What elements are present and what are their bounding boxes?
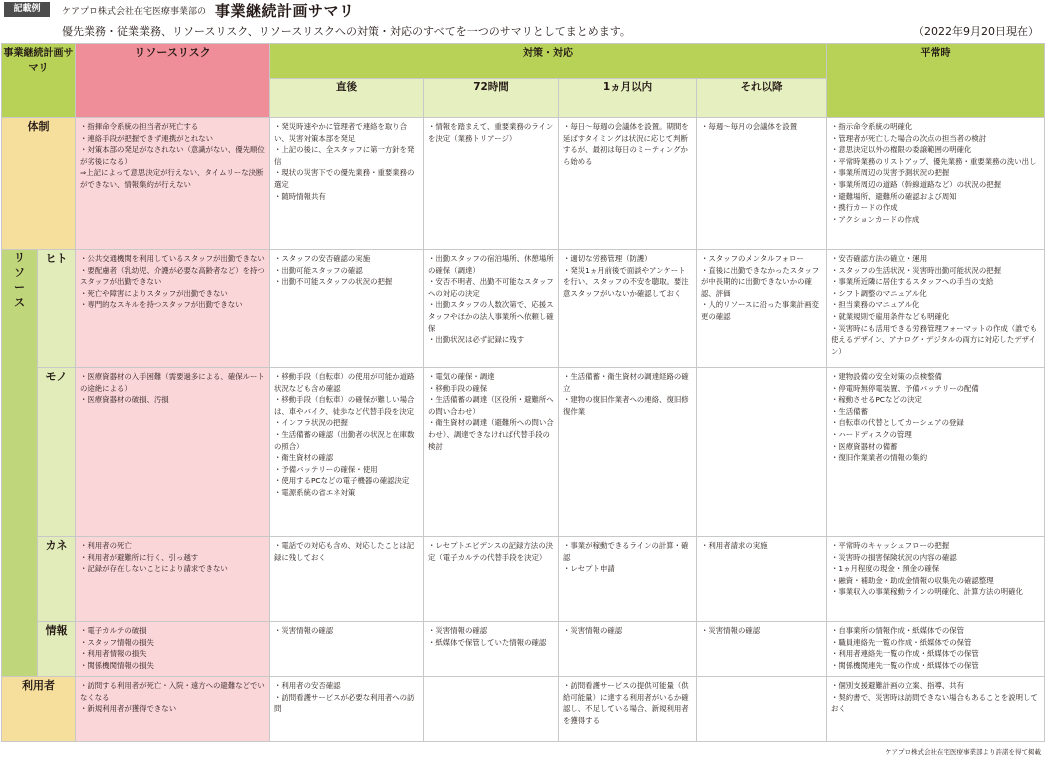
list-item: ・ハードディスクの管理: [831, 429, 912, 439]
list-item: ・生活備蓄の確認（出勤者の状況と在庫数の照合）: [274, 429, 415, 451]
bcp-summary-table: [1, 43, 1045, 742]
item-list: [697, 622, 826, 639]
company-name: ケアプロ株式会社在宅医療事業部の: [62, 7, 207, 17]
footer-credit: ケアプロ株式会社在宅医療事業部より許諾を得て掲載: [885, 748, 1041, 756]
list-item: ・平常時業務のリストアップ、優先業務・重要業務の洗い出し: [831, 156, 1037, 166]
h72-cell: [424, 622, 559, 677]
list-item: ・利用者請求の実施: [701, 541, 768, 550]
risk-cell: [76, 622, 270, 677]
list-item: ・利用者情報の損失: [80, 649, 147, 659]
item-list: [827, 368, 1044, 466]
list-item: ・利用者の死亡: [80, 541, 132, 550]
page-subtitle: 優先業務・従業業務、リソースリスク、リソースリスクへの対策・対応のすべてを一つのサマリとしてまとめます。: [62, 25, 631, 38]
resource-group-label: [2, 250, 38, 677]
list-item: ・災害情報の確認: [701, 626, 761, 635]
list-item: ・移動手段（自転車）の使用が可能か道路状況なども含め確認: [274, 372, 415, 393]
item-list: [76, 368, 269, 408]
period-header-72h: 72時間: [424, 79, 559, 118]
list-item: ・訪問する利用者が死亡・入院・遠方への避難などでいなくなる: [80, 681, 265, 702]
row-label-organization: 体制: [2, 118, 76, 250]
list-item: ・担当業務のマニュアル化: [831, 300, 920, 310]
item-list: [697, 537, 826, 554]
normal-cell: [827, 677, 1045, 742]
later-cell: [697, 250, 827, 368]
list-item: ・対策本部の発足がなされない（意識がない、優先順位が劣後になる）: [80, 145, 265, 166]
list-item: ・事業所近隣に居住するスタッフへの手当の支給: [831, 277, 994, 287]
item-list: [270, 537, 423, 565]
list-item: ・訪問看護サービスが必要な利用者への訪問: [274, 692, 415, 714]
row-label-clients: 利用者: [2, 677, 76, 742]
list-item: ⇒上記によって意思決定が行えない、タイムリーな決断ができない、情報集約が行えない: [80, 168, 264, 189]
list-item: ・アクションカードの作成: [831, 214, 920, 224]
resource-risk-header: リソースリスク: [76, 44, 270, 118]
list-item: ・レセプト申請: [563, 564, 615, 574]
item-list: [270, 368, 423, 501]
list-item: ・平常時のキャッシュフローの把握: [831, 541, 950, 550]
item-list: [697, 250, 826, 325]
list-item: ・生活備蓄・衛生資材の調達経路の確立: [563, 372, 689, 393]
month-cell: [559, 368, 697, 537]
list-item: ・自事業所の情報作成・紙媒体での保管: [831, 626, 965, 635]
item-list: [424, 622, 558, 650]
list-item: ・新規利用者が獲得できない: [80, 704, 177, 714]
item-list: [424, 250, 558, 348]
page-title: 事業継続計画サマリ: [215, 2, 355, 20]
example-badge: 記載例: [4, 2, 50, 17]
list-item: ・出勤スタッフの宿泊場所、休憩場所の確保（調達）: [428, 254, 554, 275]
risk-cell: [76, 118, 270, 250]
list-item: ・医療資器材の備蓄: [831, 441, 898, 451]
month-cell: [559, 537, 697, 622]
risk-cell: [76, 537, 270, 622]
item-list: [270, 118, 423, 204]
list-item: ・災害情報の確認: [428, 626, 488, 635]
list-item: ・災害時にも活用できる労務管理フォーマットの作成（誰でも使えるデザイン、アナログ・デジタルの両方に対応したデザイン）: [831, 323, 1038, 356]
item-list: [76, 622, 269, 673]
list-item: ・医療資器材の破損、汚損: [80, 395, 169, 405]
list-item: ・スタッフのメンタルフォロー: [701, 254, 804, 263]
list-item: ・出勤可能スタッフの確認: [274, 265, 363, 275]
list-item: ・事業収入の事業稼動ラインの明確化、計算方法の明確化: [831, 587, 1023, 597]
list-item: ・指示命令系統の明確化: [831, 122, 913, 131]
row-label-information: 情報: [38, 622, 76, 677]
list-item: ・管理者が死亡した場合の次点の担当者の検討: [831, 133, 987, 143]
list-item: ・事業所周辺の災害予測状況の把握: [831, 168, 950, 178]
immediate-cell: [270, 368, 424, 537]
normal-cell: [827, 118, 1045, 250]
corner-header: 事業継続計画サマリ: [2, 44, 76, 118]
later-cell: [697, 677, 827, 742]
list-item: ・上記の後に、全スタッフに第一方針を発信: [274, 145, 415, 166]
list-item: ・随時情報共有: [274, 191, 326, 201]
list-item: ・関係機関情報の損失: [80, 660, 154, 670]
list-item: ・直後に出勤できなかったスタッフが中長期的に出勤できないかの確認、評価: [701, 265, 820, 298]
list-item: ・電話での対応も含め、対応したことは記録に残しておく: [274, 541, 415, 562]
item-list: [559, 622, 696, 639]
resource-label: リソース: [14, 251, 25, 309]
list-item: ・発災1ヵ月前後で面談やアンケートを行い、スタッフの不安を聴取。要注意スタッフがいないか確認しておく: [563, 265, 689, 298]
list-item: ・毎日～毎週の会議体を設置。期間を延ばすタイミングは状況に応じて判断するが、最初は毎日のミーティングから始める: [563, 122, 689, 166]
list-item: ・意思決定以外の権限の委譲範囲の明確化: [831, 145, 972, 155]
list-item: ・記録が存在しないことにより請求できない: [80, 564, 228, 574]
h72-cell: [424, 537, 559, 622]
immediate-cell: [270, 622, 424, 677]
item-list: [424, 118, 558, 146]
list-item: ・職員連絡先一覧の作成・紙媒体での保管: [831, 637, 972, 647]
item-list: [827, 622, 1044, 673]
immediate-cell: [270, 677, 424, 742]
item-list: [559, 250, 696, 301]
list-item: ・復旧作業業者の情報の集約: [831, 453, 928, 463]
h72-cell: [424, 677, 559, 742]
item-list: [559, 368, 696, 419]
list-item: ・電子カルテの破損: [80, 626, 147, 635]
item-list: [559, 118, 696, 169]
list-item: ・出勤状況は必ず記録に残す: [428, 335, 525, 345]
normal-cell: [827, 250, 1045, 368]
immediate-cell: [270, 118, 424, 250]
as-of-date: （2022年9月20日現在）: [913, 25, 1039, 38]
risk-cell: [76, 677, 270, 742]
list-item: ・紙媒体で保管していた情報の確認: [428, 637, 547, 647]
row-label-money: カネ: [38, 537, 76, 622]
list-item: ・災害情報の確認: [563, 626, 623, 635]
list-item: ・利用者連絡先一覧の作成・紙媒体での保管: [831, 649, 979, 659]
immediate-cell: [270, 250, 424, 368]
list-item: ・1ヵ月程度の現金・預金の確保: [831, 564, 940, 574]
item-list: [827, 677, 1044, 717]
item-list: [270, 677, 423, 717]
period-header-1month: 1ヵ月以内: [559, 79, 697, 118]
list-item: ・予備バッテリーの確保・使用: [274, 464, 378, 474]
header: [0, 0, 1045, 44]
list-item: ・安否不明者、出勤不可能なスタッフへの対応の決定: [428, 277, 554, 298]
item-list: [697, 368, 826, 373]
normal-cell: [827, 622, 1045, 677]
row-label-goods: モノ: [38, 368, 76, 537]
item-list: [76, 250, 269, 313]
list-item: ・生活備蓄の調達（区役所・避難所への問い合わせ）: [428, 395, 554, 416]
list-item: ・建物設備の安全対策の点検整備: [831, 372, 942, 381]
later-cell: [697, 537, 827, 622]
normal-time-header: 平常時: [827, 44, 1045, 118]
list-item: ・災害情報の確認: [274, 626, 334, 635]
list-item: ・避難場所、避難所の確認および周知: [831, 191, 957, 201]
list-item: ・移動手段の確保: [428, 383, 488, 393]
month-cell: [559, 250, 697, 368]
month-cell: [559, 118, 697, 250]
list-item: ・専門的なスキルを持つスタッフが出勤できない: [80, 300, 243, 310]
list-item: ・停電時無停電装置、予備バッテリーの配備: [831, 383, 979, 393]
list-item: ・契約書で、災害時は訪問できない場合もあることを説明しておく: [831, 692, 1038, 714]
list-item: ・生活備蓄: [831, 406, 868, 416]
list-item: ・スタッフ情報の損失: [80, 637, 154, 647]
list-item: ・インフラ状況の把握: [274, 418, 348, 428]
item-list: [827, 537, 1044, 600]
list-item: ・事業所周辺の道路（幹線道路など）の状況の把握: [831, 179, 1001, 189]
month-cell: [559, 622, 697, 677]
list-item: ・毎週～毎月の会議体を設置: [701, 122, 798, 131]
item-list: [270, 622, 423, 639]
list-item: ・電気の確保・調達: [428, 372, 495, 381]
row-label-people: ヒト: [38, 250, 76, 368]
h72-cell: [424, 250, 559, 368]
list-item: ・建物の復旧作業者への連絡、復旧修復作業: [563, 395, 689, 416]
period-header-immediate: 直後: [270, 79, 424, 118]
list-item: ・個別支援避難計画の立案、指導、共有: [831, 681, 965, 690]
item-list: [76, 677, 269, 717]
measures-header: 対策・対応: [270, 44, 827, 79]
list-item: ・事業が稼動できるラインの計算・確認: [563, 541, 689, 562]
list-item: ・利用者の安否確認: [274, 681, 341, 690]
risk-cell: [76, 368, 270, 537]
list-item: ・訪問看護サービスの提供可能量（供給可能量）に達する利用者がいるか確認し、不足している場合、新規利用者を獲得する: [563, 681, 689, 725]
item-list: [827, 118, 1044, 227]
list-item: ・医療資器材の入手困難（需要過多による、確保ルートの途絶による）: [80, 372, 265, 393]
list-item: ・スタッフの安否確認の実施: [274, 254, 371, 263]
item-list: [424, 368, 558, 454]
immediate-cell: [270, 537, 424, 622]
list-item: ・携行カードの作成: [831, 203, 898, 213]
normal-cell: [827, 537, 1045, 622]
list-item: ・関係機関連先一覧の作成・紙媒体での保管: [831, 660, 979, 670]
item-list: [424, 677, 558, 682]
list-item: ・適切な労務管理（防護）: [563, 254, 652, 263]
list-item: ・就業規則で雇用条件なども明確化: [831, 311, 950, 321]
item-list: [270, 250, 423, 290]
later-cell: [697, 368, 827, 537]
list-item: ・現状の災害下での優先業務・重要業務の選定: [274, 168, 415, 189]
list-item: ・死亡や障害によりスタッフが出勤できない: [80, 288, 228, 298]
item-list: [76, 537, 269, 577]
item-list: [424, 537, 558, 565]
list-item: ・電源系統の省エネ対策: [274, 487, 356, 497]
item-list: [76, 118, 269, 193]
later-cell: [697, 118, 827, 250]
item-list: [559, 677, 696, 728]
risk-cell: [76, 250, 270, 368]
later-cell: [697, 622, 827, 677]
list-item: ・指揮命令系統の担当者が死亡する: [80, 122, 199, 131]
month-cell: [559, 677, 697, 742]
list-item: ・公共交通機関を利用しているスタッフが出勤できない: [80, 254, 265, 263]
list-item: ・出勤不可能スタッフの状況の把握: [274, 277, 393, 287]
list-item: ・衛生資材の調達（避難所への問い合わせ）、調達できなければ代替手段の検討: [428, 418, 554, 451]
item-list: [697, 118, 826, 135]
list-item: ・使用するPCなどの電子機器の確認決定: [274, 476, 410, 486]
list-item: ・災害時の損害保険状況の内容の確認: [831, 552, 957, 562]
normal-cell: [827, 368, 1045, 537]
list-item: ・出勤スタッフの人数次第で、応援スタッフやほかの法人事業所へ依頼し確保: [428, 300, 554, 333]
list-item: ・シフト調整のマニュアル化: [831, 288, 927, 298]
list-item: ・安否確認方法の確立・運用: [831, 254, 928, 263]
list-item: ・移動手段（自転車）の確保が難しい場合は、車やバイク、徒歩など代替手段を決定: [274, 395, 415, 416]
h72-cell: [424, 118, 559, 250]
item-list: [697, 677, 826, 682]
list-item: ・衛生資材の確認: [274, 453, 334, 463]
item-list: [559, 537, 696, 577]
period-header-later: それ以降: [697, 79, 827, 118]
list-item: ・要配慮者（乳幼児、介護が必要な高齢者など）を持つスタッフが出勤できない: [80, 265, 265, 287]
list-item: ・スタッフの生活状況・災害時出勤可能状況の把握: [831, 265, 1001, 275]
list-item: ・連絡手段が把握できず連携がとれない: [80, 133, 214, 143]
list-item: ・融資・補助金・助成金情報の収集先の確認整理: [831, 575, 994, 585]
item-list: [827, 250, 1044, 359]
list-item: ・利用者が避難所に行く、引っ越す: [80, 552, 199, 562]
list-item: ・発災時速やかに管理者で連絡を取り合い、災害対策本部を発足: [274, 122, 408, 143]
list-item: ・レセプトエビデンスの記録方法の決定（電子カルテの代替手段を決定）: [428, 541, 553, 562]
list-item: ・情報を踏まえて、重要業務のラインを決定（業務トリアージ）: [428, 122, 554, 143]
list-item: ・自転車の代替としてカーシェアの登録: [831, 418, 964, 428]
list-item: ・稼動させるPCなどの決定: [831, 395, 922, 405]
list-item: ・人的リソースに沿った事業計画変更の確認: [701, 300, 819, 321]
h72-cell: [424, 368, 559, 537]
